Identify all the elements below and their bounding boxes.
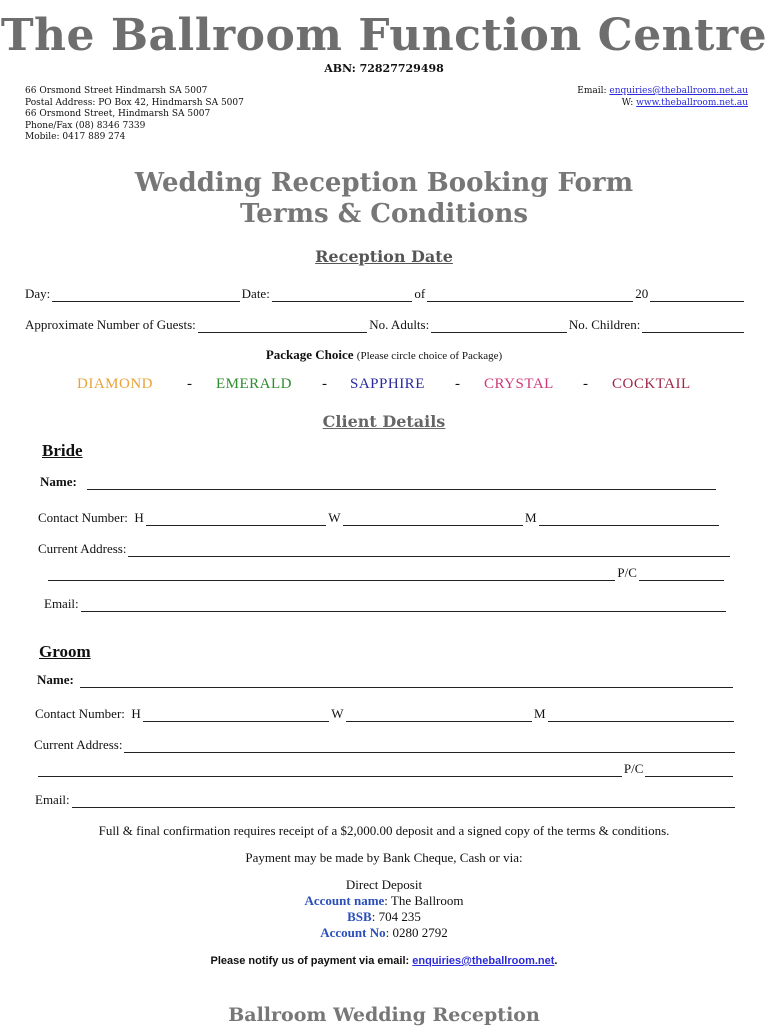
name-label: Name:	[40, 474, 77, 489]
groom-name-row	[37, 672, 735, 688]
groom-contact-row	[35, 706, 736, 722]
footer-heading: Ballroom Wedding Reception	[228, 1004, 540, 1026]
groom-address-row-2	[36, 761, 735, 777]
children-label: No. Children:	[568, 317, 641, 332]
work-label: W	[328, 510, 341, 525]
day-label: Day:	[25, 286, 51, 301]
bride-address-row	[38, 541, 732, 557]
bride-heading: Bride	[42, 441, 83, 460]
account-name-label: Account name	[304, 893, 385, 908]
address-label: Current Address:	[34, 737, 123, 752]
email-label: Email:	[44, 596, 79, 611]
bank-details	[0, 877, 768, 941]
bride-name-row	[40, 474, 718, 490]
contact-label: Contact Number:	[35, 706, 125, 721]
contact-label: Contact Number:	[38, 510, 128, 525]
month-field[interactable]	[427, 290, 633, 302]
home-label: H	[131, 706, 141, 721]
groom-mobile-phone[interactable]	[548, 710, 734, 722]
bride-address-row-2	[46, 565, 726, 581]
address-line: 66 Orsmond Street, Hindmarsh SA 5007	[25, 109, 211, 119]
reception-date-heading: Reception Date	[315, 247, 453, 266]
groom-work-phone[interactable]	[346, 710, 532, 722]
bride-email-row	[44, 596, 728, 612]
package-crystal[interactable]: CRYSTAL	[484, 376, 554, 392]
address-line: Mobile: 0417 889 274	[25, 132, 126, 142]
address-line: Phone/Fax (08) 8346 7339	[25, 120, 146, 131]
confirmation-text: Full & final confirmation requires receipt of a $2,000.00 deposit and a signed copy of the terms & conditions.	[98, 823, 670, 838]
account-no-label: Account No	[320, 925, 386, 940]
bride-address-field[interactable]	[128, 545, 730, 557]
package-cocktail[interactable]: COCKTAIL	[612, 376, 691, 392]
package-choice	[0, 347, 768, 363]
bride-postcode-field[interactable]	[639, 569, 724, 581]
children-field[interactable]	[642, 321, 744, 333]
package-emerald[interactable]: EMERALD	[216, 376, 292, 392]
address-line: 66 Orsmond Street Hindmarsh SA 5007	[25, 86, 208, 96]
email-label: Email:	[577, 86, 607, 96]
bsb-value: : 704 235	[371, 909, 421, 924]
bride-work-phone[interactable]	[343, 514, 523, 526]
date-row	[25, 286, 746, 302]
groom-postcode-field[interactable]	[645, 765, 733, 777]
of-label: of	[414, 286, 426, 301]
guests-row	[25, 317, 746, 333]
mobile-label: M	[524, 510, 537, 525]
separator: -	[187, 376, 193, 392]
bsb-label: BSB	[347, 909, 372, 924]
day-field[interactable]	[52, 290, 239, 302]
groom-name-field[interactable]	[80, 676, 733, 688]
address-block	[25, 86, 244, 144]
groom-address-row	[34, 737, 737, 753]
form-title: Wedding Reception Booking Form	[134, 168, 634, 198]
home-label: H	[134, 510, 144, 525]
adults-field[interactable]	[431, 321, 567, 333]
name-label: Name:	[37, 672, 74, 687]
web-link[interactable]: www.theballroom.net.au	[636, 97, 748, 108]
groom-home-phone[interactable]	[143, 710, 329, 722]
bride-contact-row	[38, 510, 721, 526]
abn: ABN: 72827729498	[324, 62, 444, 75]
separator: -	[322, 376, 328, 392]
groom-email-row	[35, 792, 737, 808]
email-label: Email:	[35, 792, 70, 807]
payment-methods-text: Payment may be made by Bank Cheque, Cash or via:	[245, 850, 523, 865]
client-details-heading: Client Details	[322, 412, 446, 431]
guests-field[interactable]	[198, 321, 367, 333]
groom-address-field[interactable]	[124, 741, 735, 753]
package-sapphire[interactable]: SAPPHIRE	[350, 376, 425, 392]
bride-email-field[interactable]	[81, 600, 726, 612]
bride-mobile-phone[interactable]	[539, 514, 719, 526]
separator: -	[455, 376, 461, 392]
contact-block	[577, 86, 748, 109]
groom-address-line2[interactable]	[38, 765, 622, 777]
bride-address-line2[interactable]	[48, 569, 615, 581]
mobile-label: M	[533, 706, 546, 721]
notify-text	[0, 955, 768, 967]
email-link[interactable]: enquiries@theballroom.net.au	[609, 86, 748, 96]
company-title: The Ballroom Function Centre	[0, 10, 768, 61]
bride-name-field[interactable]	[87, 478, 716, 490]
form-subtitle: Terms & Conditions	[239, 199, 529, 229]
address-label: Current Address:	[38, 541, 127, 556]
bride-home-phone[interactable]	[146, 514, 326, 526]
account-no-value: : 0280 2792	[385, 925, 448, 940]
groom-email-field[interactable]	[72, 796, 735, 808]
postcode-label: P/C	[617, 565, 637, 580]
package-label: Package Choice	[265, 347, 354, 362]
package-note: (Please circle choice of Package)	[356, 350, 503, 362]
account-name: : The Ballroom	[384, 893, 464, 908]
address-line: Postal Address: PO Box 42, Hindmarsh SA 5007	[25, 97, 244, 108]
adults-label: No. Adults:	[369, 317, 430, 332]
direct-deposit-label: Direct Deposit	[345, 877, 423, 892]
notify-email-link[interactable]: enquiries@theballroom.net	[412, 955, 555, 967]
year-label: 20	[635, 286, 649, 301]
guests-label: Approximate Number of Guests:	[25, 317, 196, 332]
notify-label: Please notify us of payment via email:	[210, 955, 410, 967]
date-field[interactable]	[272, 290, 413, 302]
postcode-label: P/C	[623, 761, 644, 776]
groom-heading: Groom	[39, 642, 91, 661]
period: .	[554, 955, 558, 967]
package-diamond[interactable]: DIAMOND	[77, 376, 153, 392]
date-label: Date:	[241, 286, 270, 301]
work-label: W	[331, 706, 344, 721]
separator: -	[583, 376, 589, 392]
web-label: W:	[621, 97, 634, 108]
year-field[interactable]	[650, 290, 744, 302]
